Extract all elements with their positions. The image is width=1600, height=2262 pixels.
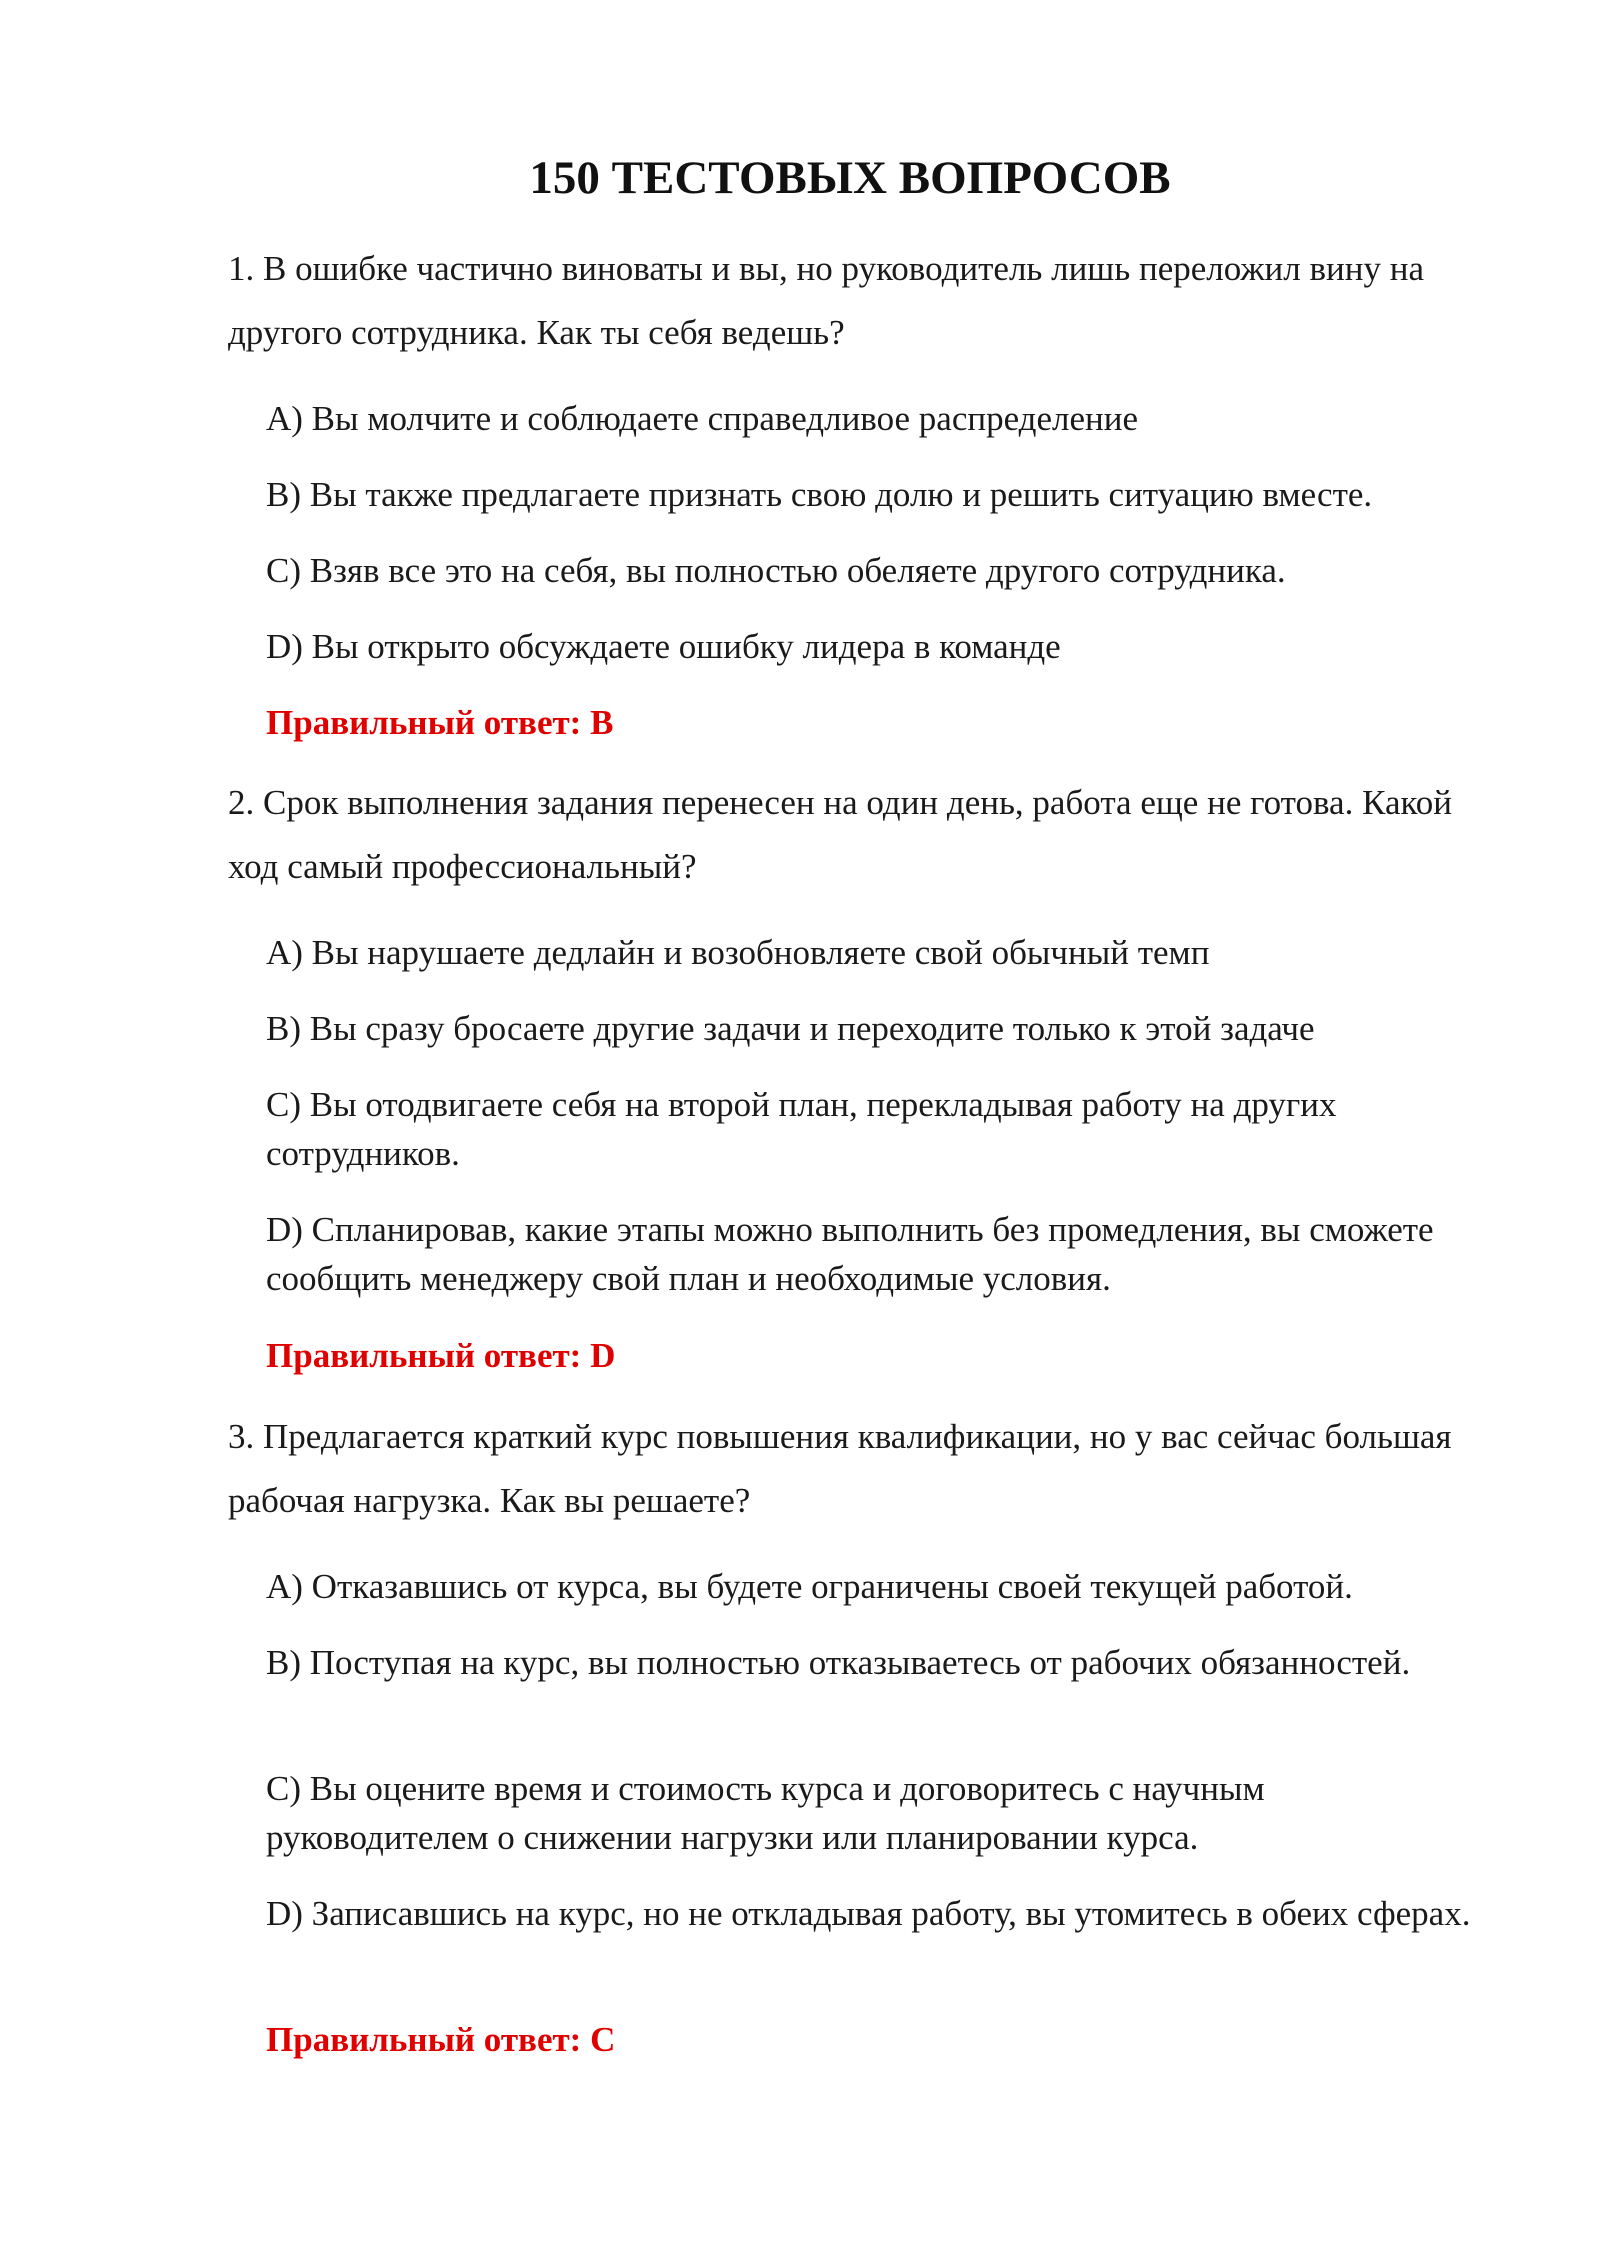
question-1-option-d: D) Вы открыто обсуждаете ошибку лидера в команде [266,627,1061,666]
question-1-text: 1. В ошибке частично виноваты и вы, но руководитель лишь переложил вину на другого сотрудника. Как ты себя ведешь? [228,249,1424,352]
question-2-option-b: B) Вы сразу бросаете другие задачи и переходите только к этой задаче [266,1009,1315,1048]
question-3-text: 3. Предлагается краткий курс повышения квалификации, но у вас сейчас большая рабочая нагрузка. Как вы решаете? [228,1417,1452,1520]
question-3-option-b: B) Поступая на курс, вы полностью отказываетесь от рабочих обязанностей. [266,1643,1411,1682]
question-2-option-d: D) Спланировав, какие этапы можно выполнить без промедления, вы сможете сообщить менеджеру свой план и необходимые условия. [266,1210,1434,1298]
question-3-option-c: C) Вы оцените время и стоимость курса и договоритесь с научным руководителем о снижении нагрузки или планировании курса. [266,1769,1265,1857]
question-2-option-a: A) Вы нарушаете дедлайн и возобновляете свой обычный темп [266,933,1210,972]
page-title: 150 ТЕСТОВЫХ ВОПРОСОВ [529,152,1171,204]
question-2-text: 2. Срок выполнения задания перенесен на один день, работа еще не готова. Какой ход самый профессиональный? [228,783,1452,886]
question-1-correct-answer: Правильный ответ: B [266,703,614,742]
question-2-correct-answer: Правильный ответ: D [266,1336,616,1375]
question-2-option-c: C) Вы отодвигаете себя на второй план, перекладывая работу на других сотрудников. [266,1085,1337,1173]
question-1-option-b: B) Вы также предлагаете признать свою долю и решить ситуацию вместе. [266,475,1373,514]
question-3-option-d: D) Записавшись на курс, но не откладывая работу, вы утомитесь в обеих сферах. [266,1894,1471,1933]
question-3-correct-answer: Правильный ответ: C [266,2020,616,2059]
question-1-option-c: C) Взяв все это на себя, вы полностью обеляете другого сотрудника. [266,551,1286,590]
question-3-option-a: A) Отказавшись от курса, вы будете ограничены своей текущей работой. [266,1567,1353,1606]
question-1-option-a: A) Вы молчите и соблюдаете справедливое распределение [266,399,1139,438]
